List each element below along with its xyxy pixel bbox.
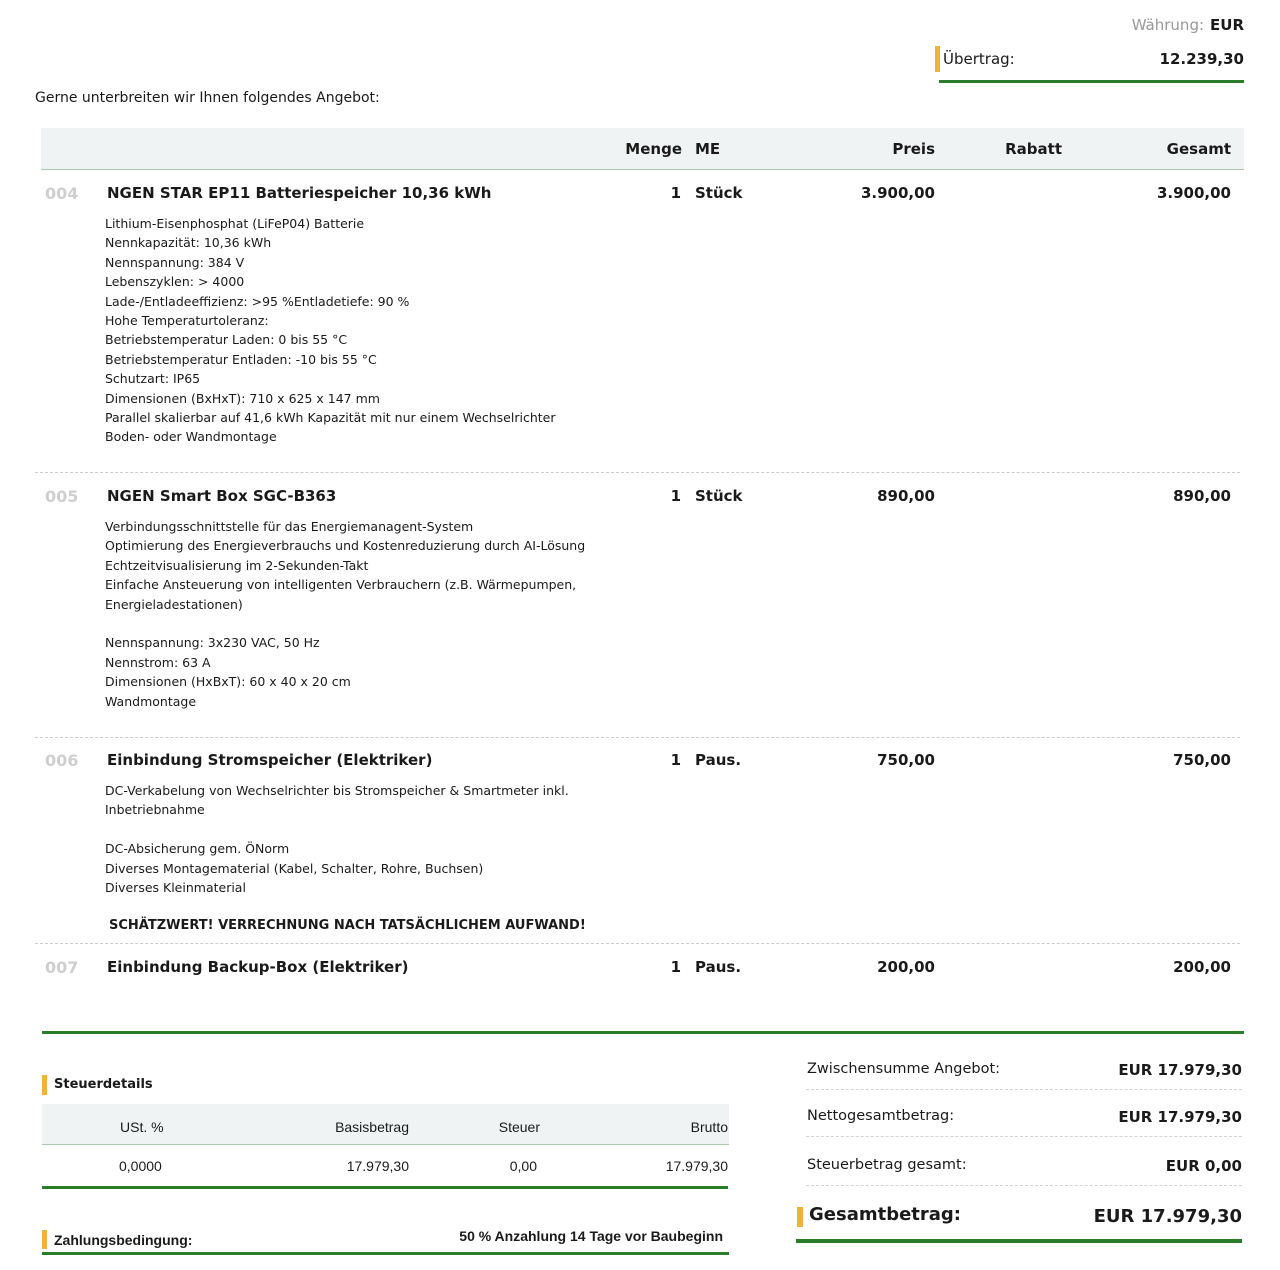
item-unit: Stück [695,184,743,202]
divider [806,1136,1242,1137]
column-header-me: ME [695,140,721,158]
line-item [35,958,1244,982]
carry-over [935,46,1244,84]
column-header-menge: Menge [625,140,682,158]
payment-terms [42,1228,729,1258]
item-total: 750,00 [1173,751,1231,769]
summary-tax [806,1157,1242,1187]
tax-column-ust: USt. % [120,1119,164,1135]
tax-basis-value: 17.979,30 [346,1158,409,1174]
payment-terms-value: 50 % Anzahlung 14 Tage vor Baubeginn [459,1228,723,1244]
tax-table-header [42,1104,729,1145]
row-divider [35,943,1240,944]
row-divider [35,737,1240,738]
carry-over-label: Übertrag: [943,50,1015,68]
divider [806,1185,1242,1186]
tax-details-title: Steuerdetails [54,1077,153,1092]
net-total-label: Nettogesamtbetrag: [807,1108,955,1124]
accent-marker [935,46,940,72]
item-total: 890,00 [1173,487,1231,505]
payment-terms-label: Zahlungsbedingung: [54,1232,193,1248]
item-price: 890,00 [877,487,935,505]
item-quantity: 1 [670,751,681,769]
subtotal-label: Zwischensumme Angebot: [807,1061,1001,1077]
item-description: Lithium-Eisenphosphat (LiFeP04) Batterie Nennkapazität: 10,36 kWh Nennspannung: 384 V Lebenszyklen: > 4000 Lade-/Entladeeffizienz: >95 %Entladetiefe: 90 % Hohe Temperaturtoleranz: Betriebstemperatur Laden: 0 bis 55 °C Betriebstemperatur Entladen: -10 bis 55 °C Schutzart: IP65 Dimensionen (BxHxT): 710 x 625 x 147 mm Parallel skalierbar auf 41,6 kWh Kapazität mit nur einem Wechselrichter Boden- oder Wandmontage [105,216,556,445]
item-note: SCHÄTZWERT! VERRECHNUNG NACH TATSÄCHLICHEM AUFWAND! [109,918,586,933]
grand-total-label: Gesamtbetrag: [809,1204,962,1225]
summary-grand-total [796,1204,1242,1246]
tax-ust-value: 0,0000 [119,1158,162,1174]
item-price: 3.900,00 [860,184,935,202]
item-position: 004 [45,184,79,203]
column-header-rabatt: Rabatt [1005,140,1062,158]
item-price: 750,00 [877,751,935,769]
accent-marker [797,1207,803,1227]
row-divider [35,472,1240,473]
divider [42,1252,729,1255]
grand-total-value: EUR 17.979,30 [1093,1206,1242,1227]
item-quantity: 1 [670,487,681,505]
tax-column-brutto: Brutto [690,1119,728,1135]
table-header [41,128,1244,170]
item-title: Einbindung Stromspeicher (Elektriker) [107,751,433,769]
item-unit: Paus. [695,958,742,976]
tax-column-steuer: Steuer [498,1119,540,1135]
item-title: Einbindung Backup-Box (Elektriker) [107,958,409,976]
table-end-divider [42,1031,1244,1034]
item-position: 005 [45,487,79,506]
item-unit: Stück [695,487,743,505]
summary-net [806,1108,1242,1138]
currency-value: EUR [1210,16,1244,34]
divider [939,80,1244,83]
tax-brutto-value: 17.979,30 [665,1158,728,1174]
item-position: 007 [45,958,79,977]
currency-indicator [1132,16,1244,34]
line-item [35,751,1244,936]
net-total-value: EUR 17.979,30 [1118,1108,1242,1126]
item-quantity: 1 [670,958,681,976]
summary-subtotal [806,1061,1242,1091]
column-header-preis: Preis [892,140,935,158]
subtotal-value: EUR 17.979,30 [1118,1061,1242,1079]
tax-table-row [42,1145,729,1185]
item-title: NGEN Smart Box SGC-B363 [107,487,337,505]
column-header-gesamt: Gesamt [1166,140,1231,158]
item-position: 006 [45,751,79,770]
divider [796,1239,1242,1243]
intro-text: Gerne unterbreiten wir Ihnen folgendes Angebot: [35,90,380,106]
accent-marker [42,1230,47,1249]
tax-column-basis: Basisbetrag [335,1119,409,1135]
divider [806,1089,1242,1090]
tax-steuer-value: 0,00 [509,1158,537,1174]
carry-over-value: 12.239,30 [1159,50,1244,68]
tax-total-value: EUR 0,00 [1165,1157,1242,1175]
item-description: DC-Verkabelung von Wechselrichter bis Stromspeicher & Smartmeter inkl. Inbetriebnahme DC-Absicherung gem. ÖNorm Diverses Montagematerial (Kabel, Schalter, Rohre, Buchsen) Diverses Kleinmaterial [105,783,569,896]
currency-label: Währung: [1131,16,1205,34]
item-total: 3.900,00 [1156,184,1231,202]
tax-total-label: Steuerbetrag gesamt: [807,1157,967,1173]
item-total: 200,00 [1173,958,1231,976]
line-item [35,487,1244,717]
item-quantity: 1 [670,184,681,202]
item-price: 200,00 [877,958,935,976]
tax-table-divider [42,1186,728,1189]
accent-marker [42,1075,47,1095]
item-description: Verbindungsschnittstelle für das Energiemanagent-System Optimierung des Energieverbrauchs und Kostenreduzierung durch AI-Lösung Echtzeitvisualisierung im 2-Sekunden-Takt Einfache Ansteuerung von intelligenten Verbrauchern (z.B. Wärmepumpen, Energieladestationen) Nennspannung: 3x230 VAC, 50 Hz Nennstrom: 63 A Dimensionen (HxBxT): 60 x 40 x 20 cm Wandmontage [105,519,586,709]
item-title: NGEN STAR EP11 Batteriespeicher 10,36 kWh [107,184,492,202]
item-unit: Paus. [695,751,742,769]
line-item [35,184,1244,454]
